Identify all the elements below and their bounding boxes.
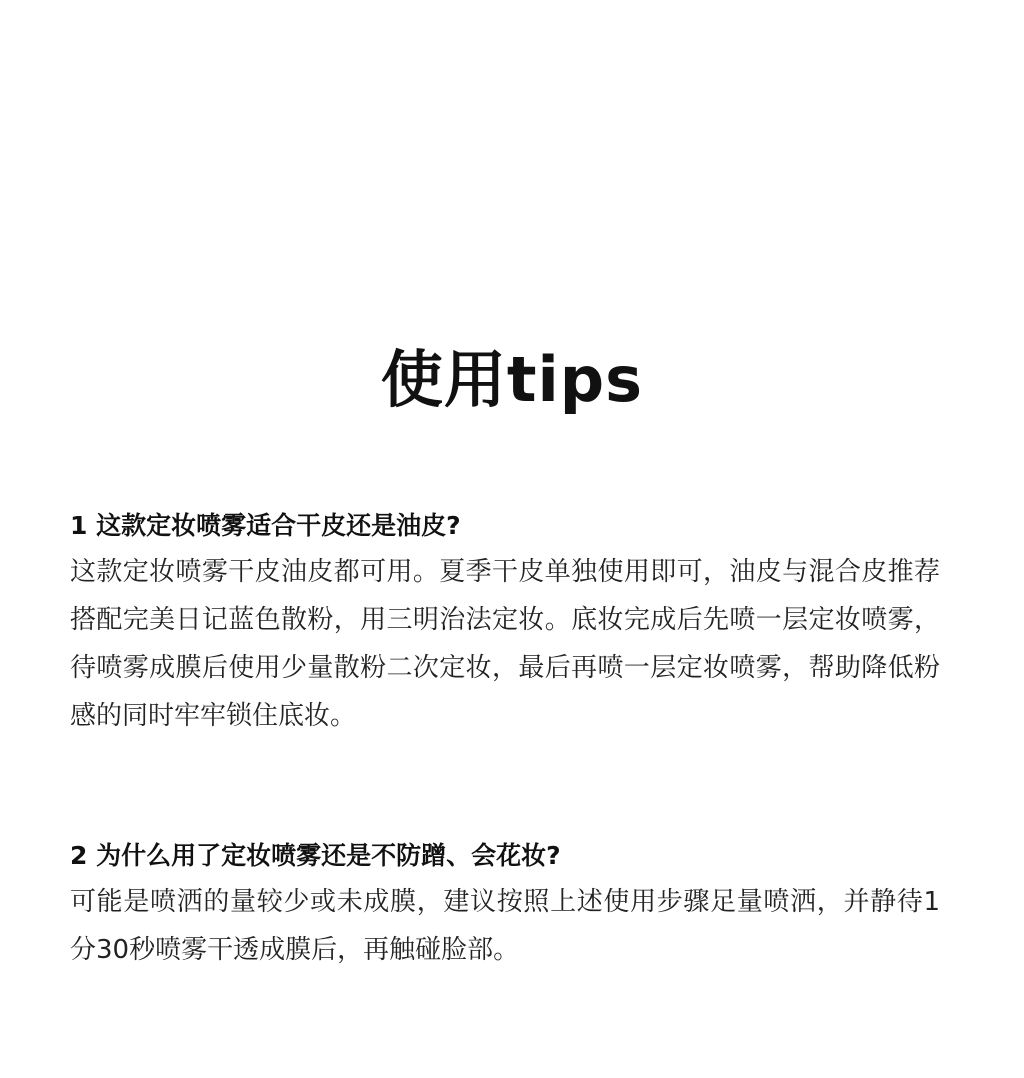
faq-question: 1 这款定妆喷雾适合干皮还是油皮? — [70, 511, 461, 540]
page-title: 使用tips — [380, 343, 644, 416]
faq-item-2 — [70, 838, 940, 974]
faq-answer: 可能是喷洒的量较少或未成膜，建议按照上述使用步骤足量喷洒，并静待1分30秒喷雾干透成膜后，再触碰脸部。 — [70, 887, 940, 965]
faq-answer: 这款定妆喷雾干皮油皮都可用。夏季干皮单独使用即可，油皮与混合皮推荐搭配完美日记蓝色散粉，用三明治法定妆。底妆完成后先喷一层定妆喷雾，待喷雾成膜后使用少量散粉二次定妆，最后再喷一层定妆喷雾，帮助降低粉感的同时牢牢锁住底妆。 — [70, 557, 940, 731]
faq-question: 2 为什么用了定妆喷雾还是不防蹭、会花妆? — [70, 841, 561, 870]
faq-item-1 — [70, 508, 940, 740]
